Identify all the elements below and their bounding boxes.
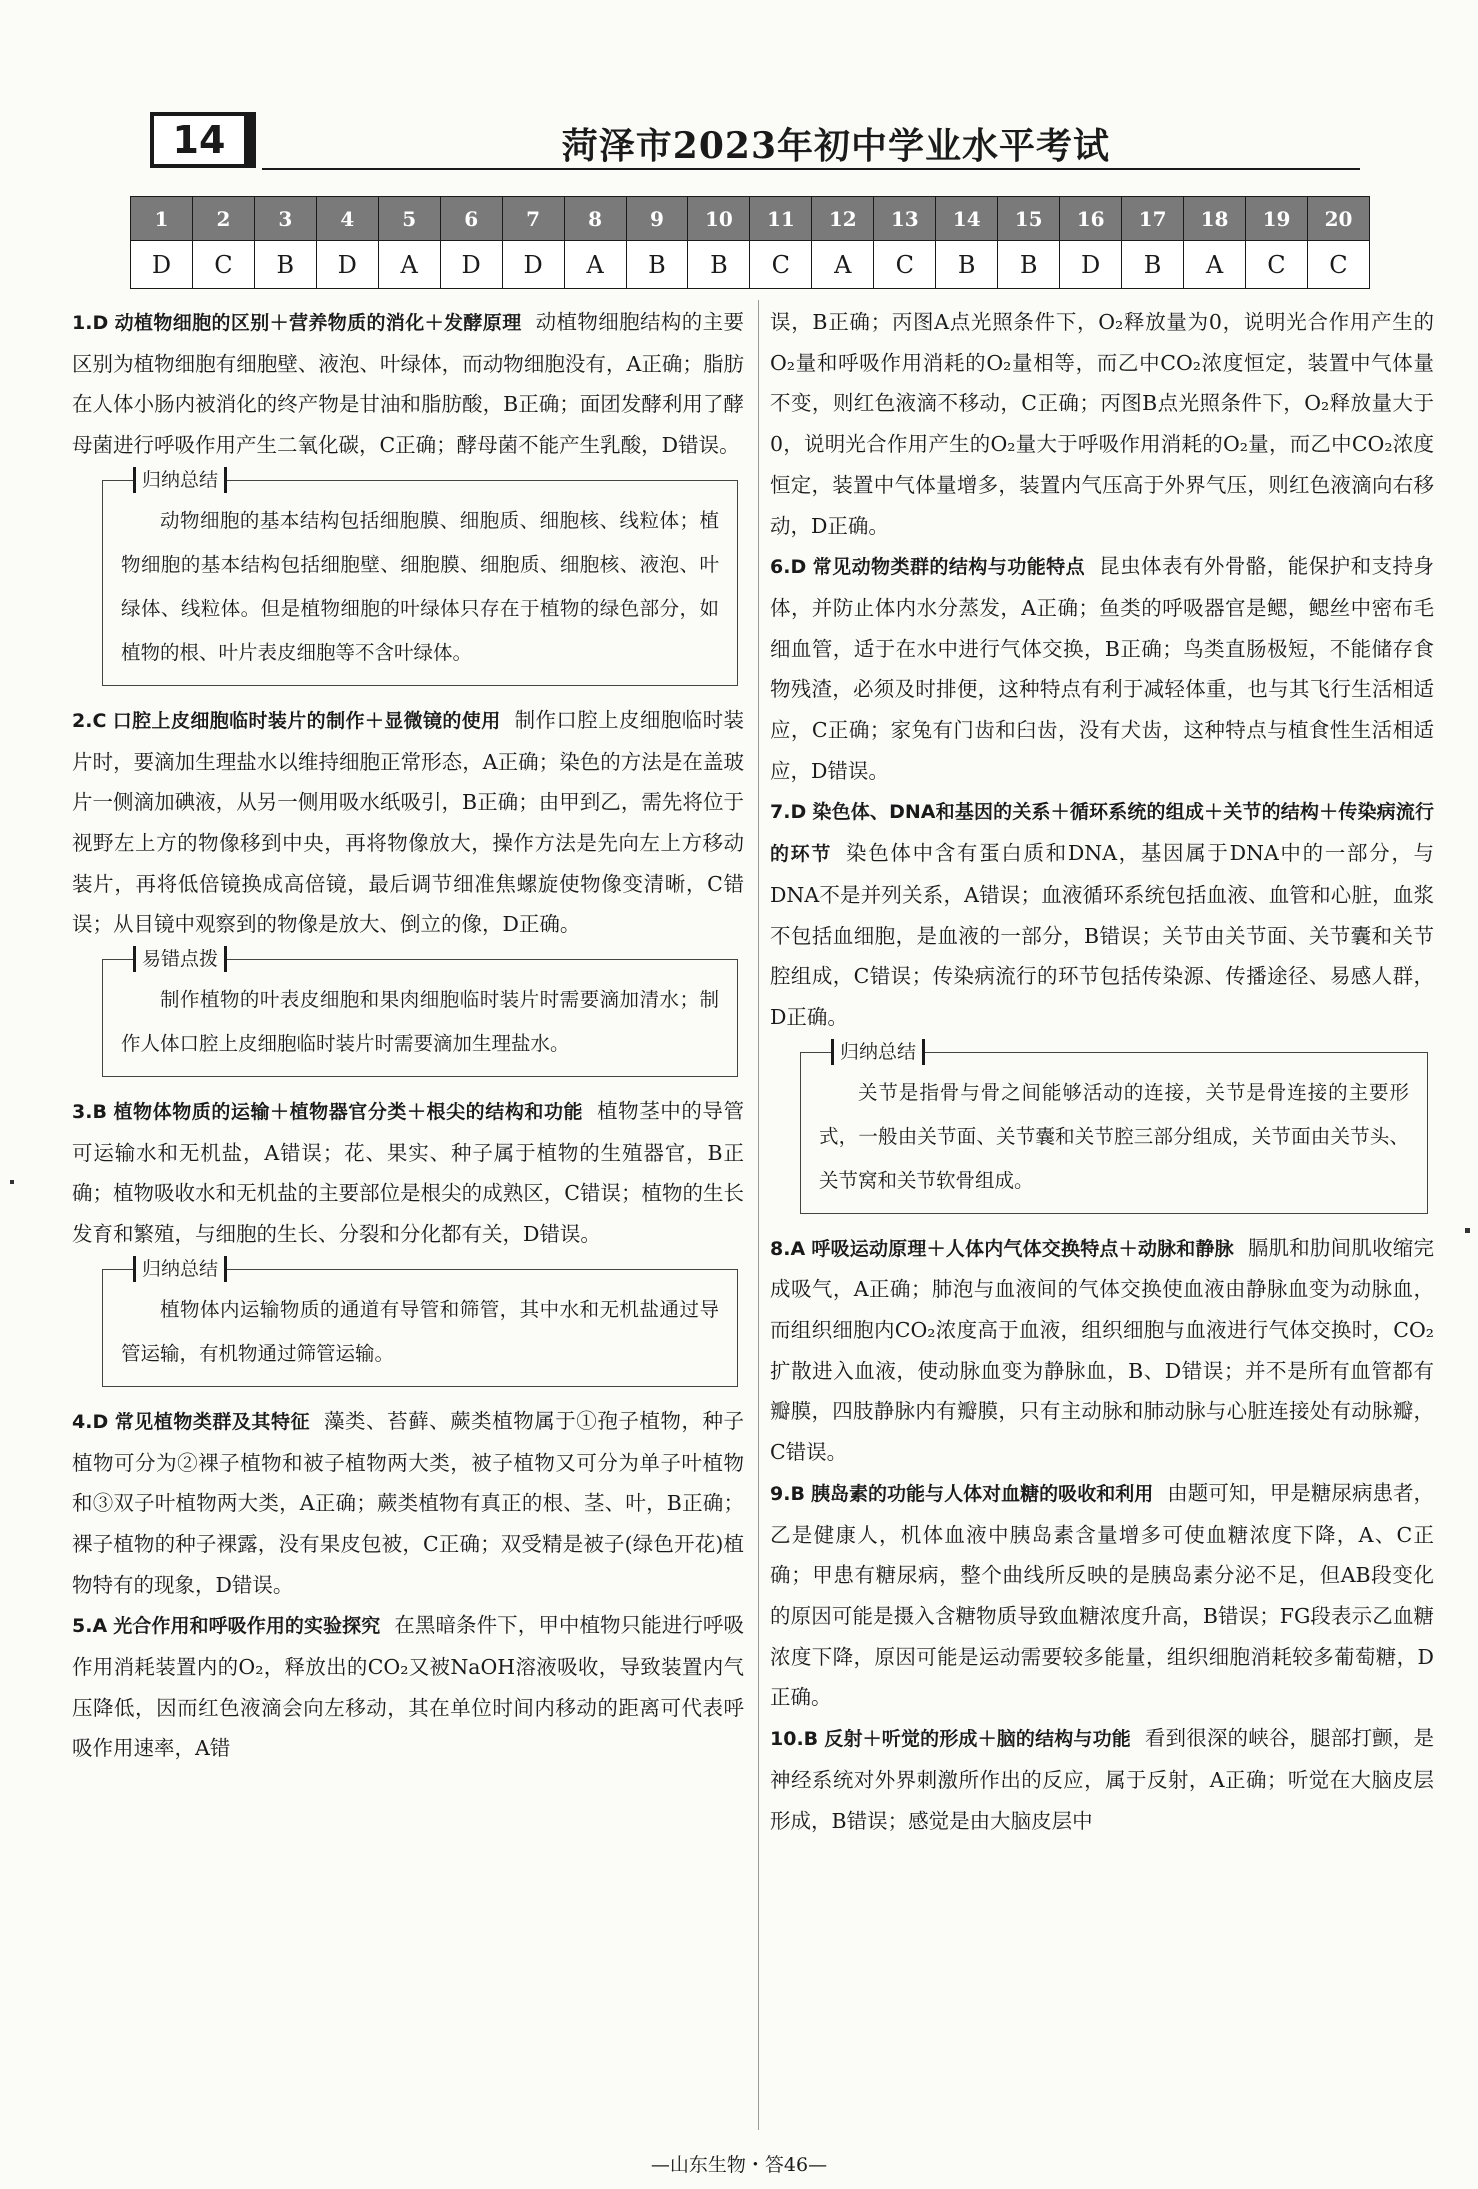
question-topic: 光合作用和呼吸作用的实验探究 <box>113 1615 381 1638</box>
answer-table-answer-cell: B <box>688 241 750 289</box>
answer-table-number-cell: 7 <box>502 197 564 241</box>
answer-table-number-cell: 15 <box>998 197 1060 241</box>
question-number: 7.D <box>770 801 807 824</box>
question-number: 9.B <box>770 1482 805 1505</box>
question-topic: 呼吸运动原理＋人体内气体交换特点＋动脉和静脉 <box>811 1237 1234 1260</box>
question-number: 4.D <box>72 1410 109 1433</box>
answer-table-answer-cell: A <box>1184 241 1246 289</box>
answer-table-number-cell: 3 <box>254 197 316 241</box>
answer-table-number-cell: 19 <box>1246 197 1308 241</box>
scan-mark <box>1465 1228 1470 1233</box>
answer-table-answer-cell: C <box>874 241 936 289</box>
answer-table-answer-row <box>131 241 1370 289</box>
answer-table-answer-cell: A <box>564 241 626 289</box>
question-topic: 植物体物质的运输＋植物器官分类＋根尖的结构和功能 <box>112 1101 584 1124</box>
answer-table-answer-cell: C <box>750 241 812 289</box>
question-topic: 常见植物类群及其特征 <box>114 1410 310 1433</box>
column-divider <box>758 300 759 2130</box>
answer-table-answer-cell: A <box>378 241 440 289</box>
answer-table-answer-cell: B <box>1122 241 1184 289</box>
answer-table-answer-cell: B <box>254 241 316 289</box>
answer-table-answer-cell: C <box>192 241 254 289</box>
answer-table-answer-cell: D <box>502 241 564 289</box>
scan-mark <box>10 1180 14 1184</box>
box-text: 动物细胞的基本结构包括细胞膜、细胞质、细胞核、线粒体；植物细胞的基本结构包括细胞壁、细胞膜、细胞质、细胞核、液泡、叶绿体、线粒体。但是植物细胞的叶绿体只存在于植物的绿色部分，如植物的根、叶片表皮细胞等不含叶绿体。 <box>121 508 719 664</box>
answer-table-number-cell: 20 <box>1307 197 1369 241</box>
question-4-explanation <box>72 1401 744 1606</box>
box-text: 关节是指骨与骨之间能够活动的连接，关节是骨连接的主要形式，一般由关节面、关节囊和关节腔三部分组成，关节面由关节头、关节窝和关节软骨组成。 <box>819 1080 1409 1192</box>
answer-table-answer-cell: B <box>998 241 1060 289</box>
question-6-explanation <box>770 546 1434 791</box>
question-3-explanation <box>72 1091 744 1255</box>
question-8-explanation <box>770 1228 1434 1473</box>
question-9-explanation <box>770 1473 1434 1718</box>
question-body: 由题可知，甲是糖尿病患者，乙是健康人，机体血液中胰岛素含量增多可使血糖浓度下降，A、C正确；甲患有糖尿病，整个曲线所反映的是胰岛素分泌不足，但AB段变化的原因可能是摄入含糖物质导致血糖浓度升高，B错误；FG段表示乙血糖浓度下降，原因可能是运动需要较多能量，组织细胞消耗较多葡萄糖，D正确。 <box>770 1480 1434 1710</box>
summary-box <box>800 1040 1428 1214</box>
left-column <box>72 302 744 1769</box>
question-2-explanation <box>72 700 744 945</box>
exam-title: 菏泽市2023年初中学业水平考试 <box>561 125 1110 167</box>
answer-table-number-cell: 11 <box>750 197 812 241</box>
question-body: 染色体中含有蛋白质和DNA，基因属于DNA中的一部分，与DNA不是并列关系，A错误；血液循环系统包括血液、血管和心脏，血浆不包括血细胞，是血液的一部分，B错误；关节由关节面、关节囊和关节腔组成，C错误；传染病流行的环节包括传染源、传播途径、易感人群，D正确。 <box>770 841 1434 1029</box>
box-label: 归纳总结 <box>133 1256 227 1282</box>
question-10-explanation <box>770 1718 1434 1841</box>
question-body: 看到很深的峡谷，腿部打颤，是神经系统对外界刺激所作出的反应，属于反射，A正确；听觉在大脑皮层形成，B错误；感觉是由大脑皮层中 <box>770 1726 1434 1833</box>
answer-table-number-cell: 16 <box>1060 197 1122 241</box>
answer-table-number-cell: 13 <box>874 197 936 241</box>
right-column <box>770 302 1434 1841</box>
question-topic: 口腔上皮细胞临时装片的制作＋显微镜的使用 <box>112 709 501 732</box>
answer-table-answer-cell: D <box>131 241 193 289</box>
question-topic: 动植物细胞的区别＋营养物质的消化＋发酵原理 <box>114 312 522 334</box>
question-number: 8.A <box>770 1237 806 1260</box>
question-5-continued <box>770 302 1434 546</box>
question-body: 制作口腔上皮细胞临时装片时，要滴加生理盐水以维持细胞正常形态，A正确；染色的方法是在盖玻片一侧滴加碘液，从另一侧用吸水纸吸引，B正确；由甲到乙，需先将位于视野左上方的物像移到中央，再将物像放大，操作方法是先向左上方移动装片，再将低倍镜换成高倍镜，最后调节细准焦螺旋使物像变清晰，C错误；从目镜中观察到的物像是放大、倒立的像，D正确。 <box>72 707 744 937</box>
answer-table-answer-cell: B <box>626 241 688 289</box>
header-rule <box>262 168 1360 170</box>
question-number: 10.B <box>770 1728 819 1751</box>
exam-number-badge <box>150 112 248 168</box>
question-number: 6.D <box>770 556 807 579</box>
answer-table-number-cell: 8 <box>564 197 626 241</box>
answer-table-answer-cell: D <box>316 241 378 289</box>
question-topic: 胰岛素的功能与人体对血糖的吸收和利用 <box>810 1482 1154 1505</box>
question-number: 1.D <box>72 312 109 334</box>
question-body: 植物茎中的导管可运输水和无机盐，A错误；花、果实、种子属于植物的生殖器官，B正确；植物吸收水和无机盐的主要部位是根尖的成熟区，C错误；植物的生长发育和繁殖，与细胞的生长、分裂和分化都有关，D错误。 <box>72 1099 744 1247</box>
tip-box <box>102 948 738 1077</box>
exam-number: 14 <box>172 118 226 162</box>
question-number: 3.B <box>72 1101 107 1124</box>
answer-table-number-cell: 12 <box>812 197 874 241</box>
box-text: 植物体内运输物质的通道有导管和筛管，其中水和无机盐通过导管运输，有机物通过筛管运输。 <box>121 1297 719 1365</box>
question-number: 5.A <box>72 1615 108 1638</box>
box-text: 制作植物的叶表皮细胞和果肉细胞临时装片时需要滴加清水；制作人体口腔上皮细胞临时装片时需要滴加生理盐水。 <box>121 988 719 1056</box>
answer-table-number-cell: 14 <box>936 197 998 241</box>
answer-table-number-cell: 9 <box>626 197 688 241</box>
answer-table-number-cell: 10 <box>688 197 750 241</box>
summary-box <box>102 1257 738 1387</box>
question-1-explanation <box>72 302 744 466</box>
question-body: 昆虫体表有外骨骼，能保护和支持身体，并防止体内水分蒸发，A正确；鱼类的呼吸器官是鳃，鳃丝中密布毛细血管，适于在水中进行气体交换，B正确；鸟类直肠极短，不能储存食物残渣，必须及时排便，这种特点有利于减轻体重，也与其飞行生活相适应，C正确；家兔有门齿和臼齿，没有犬齿，这种特点与植食性生活相适应，D错误。 <box>770 554 1434 783</box>
answer-table-answer-cell: C <box>1307 241 1369 289</box>
answer-table-answer-cell: D <box>1060 241 1122 289</box>
question-number: 2.C <box>72 709 107 732</box>
box-label: 易错点拨 <box>133 946 227 972</box>
answer-table-answer-cell: C <box>1246 241 1308 289</box>
question-topic: 常见动物类群的结构与功能特点 <box>812 556 1086 579</box>
question-topic: 染色体、DNA和基因的关系＋循环系统的组成＋关节的结构＋传染病流行的环节 <box>770 801 1434 866</box>
answer-table-number-cell: 17 <box>1122 197 1184 241</box>
box-label: 归纳总结 <box>133 467 227 493</box>
answer-table <box>130 196 1370 289</box>
question-5-explanation <box>72 1605 744 1769</box>
question-body: 误，B正确；丙图A点光照条件下，O₂释放量为0，说明光合作用产生的O₂量和呼吸作用消耗的O₂量相等，而乙中CO₂浓度恒定，装置中气体量不变，则红色液滴不移动，C正确；丙图B点光照条件下，O₂释放量大于0，说明光合作用产生的O₂量大于呼吸作用消耗的O₂量，而乙中CO₂浓度恒定，装置中气体量增多，装置内气压高于外界气压，则红色液滴向右移动，D正确。 <box>770 310 1434 538</box>
answer-table-number-cell: 2 <box>192 197 254 241</box>
question-body: 动植物细胞结构的主要区别为植物细胞有细胞壁、液泡、叶绿体，而动物细胞没有，A正确；脂肪在人体小肠内被消化的终产物是甘油和脂肪酸，B正确；面团发酵利用了酵母菌进行呼吸作用产生二氧化碳，C正确；酵母菌不能产生乳酸，D错误。 <box>72 310 744 458</box>
answer-table-answer-cell: B <box>936 241 998 289</box>
answer-table-answer-cell: A <box>812 241 874 289</box>
answer-table-number-cell: 1 <box>131 197 193 241</box>
answer-table-number-cell: 6 <box>440 197 502 241</box>
question-7-explanation <box>770 791 1434 1037</box>
question-body: 在黑暗条件下，甲中植物只能进行呼吸作用消耗装置内的O₂，释放出的CO₂又被NaOH溶液吸收，导致装置内气压降低，因而红色液滴会向左移动，其在单位时间内移动的距离可代表呼吸作用速率，A错 <box>72 1613 744 1761</box>
box-label: 归纳总结 <box>831 1039 925 1065</box>
page-footer: —山东生物・答46— <box>650 2154 828 2176</box>
answer-table-number-row <box>131 197 1370 241</box>
summary-box <box>102 468 738 686</box>
answer-table-number-cell: 18 <box>1184 197 1246 241</box>
answer-table-number-cell: 5 <box>378 197 440 241</box>
answer-table-answer-cell: D <box>440 241 502 289</box>
page-header <box>150 112 1360 170</box>
question-body: 膈肌和肋间肌收缩完成吸气，A正确；肺泡与血液间的气体交换使血液由静脉血变为动脉血，而组织细胞内CO₂浓度高于血液，组织细胞与血液进行气体交换时，CO₂扩散进入血液，使动脉血变为静脉血，B、D错误；并不是所有血管都有瓣膜，四肢静脉内有瓣膜，只有主动脉和肺动脉与心脏连接处有动脉瓣，C错误。 <box>770 1235 1434 1465</box>
answer-table-number-cell: 4 <box>316 197 378 241</box>
question-topic: 反射＋听觉的形成＋脑的结构与功能 <box>824 1728 1131 1751</box>
question-body: 藻类、苔藓、蕨类植物属于①孢子植物，种子植物可分为②裸子植物和被子植物两大类，被子植物又可分为单子叶植物和③双子叶植物两大类，A正确；蕨类植物有真正的根、茎、叶，B正确；裸子植物的种子裸露，没有果皮包被，C正确；双受精是被子(绿色开花)植物特有的现象，D错误。 <box>72 1408 744 1597</box>
